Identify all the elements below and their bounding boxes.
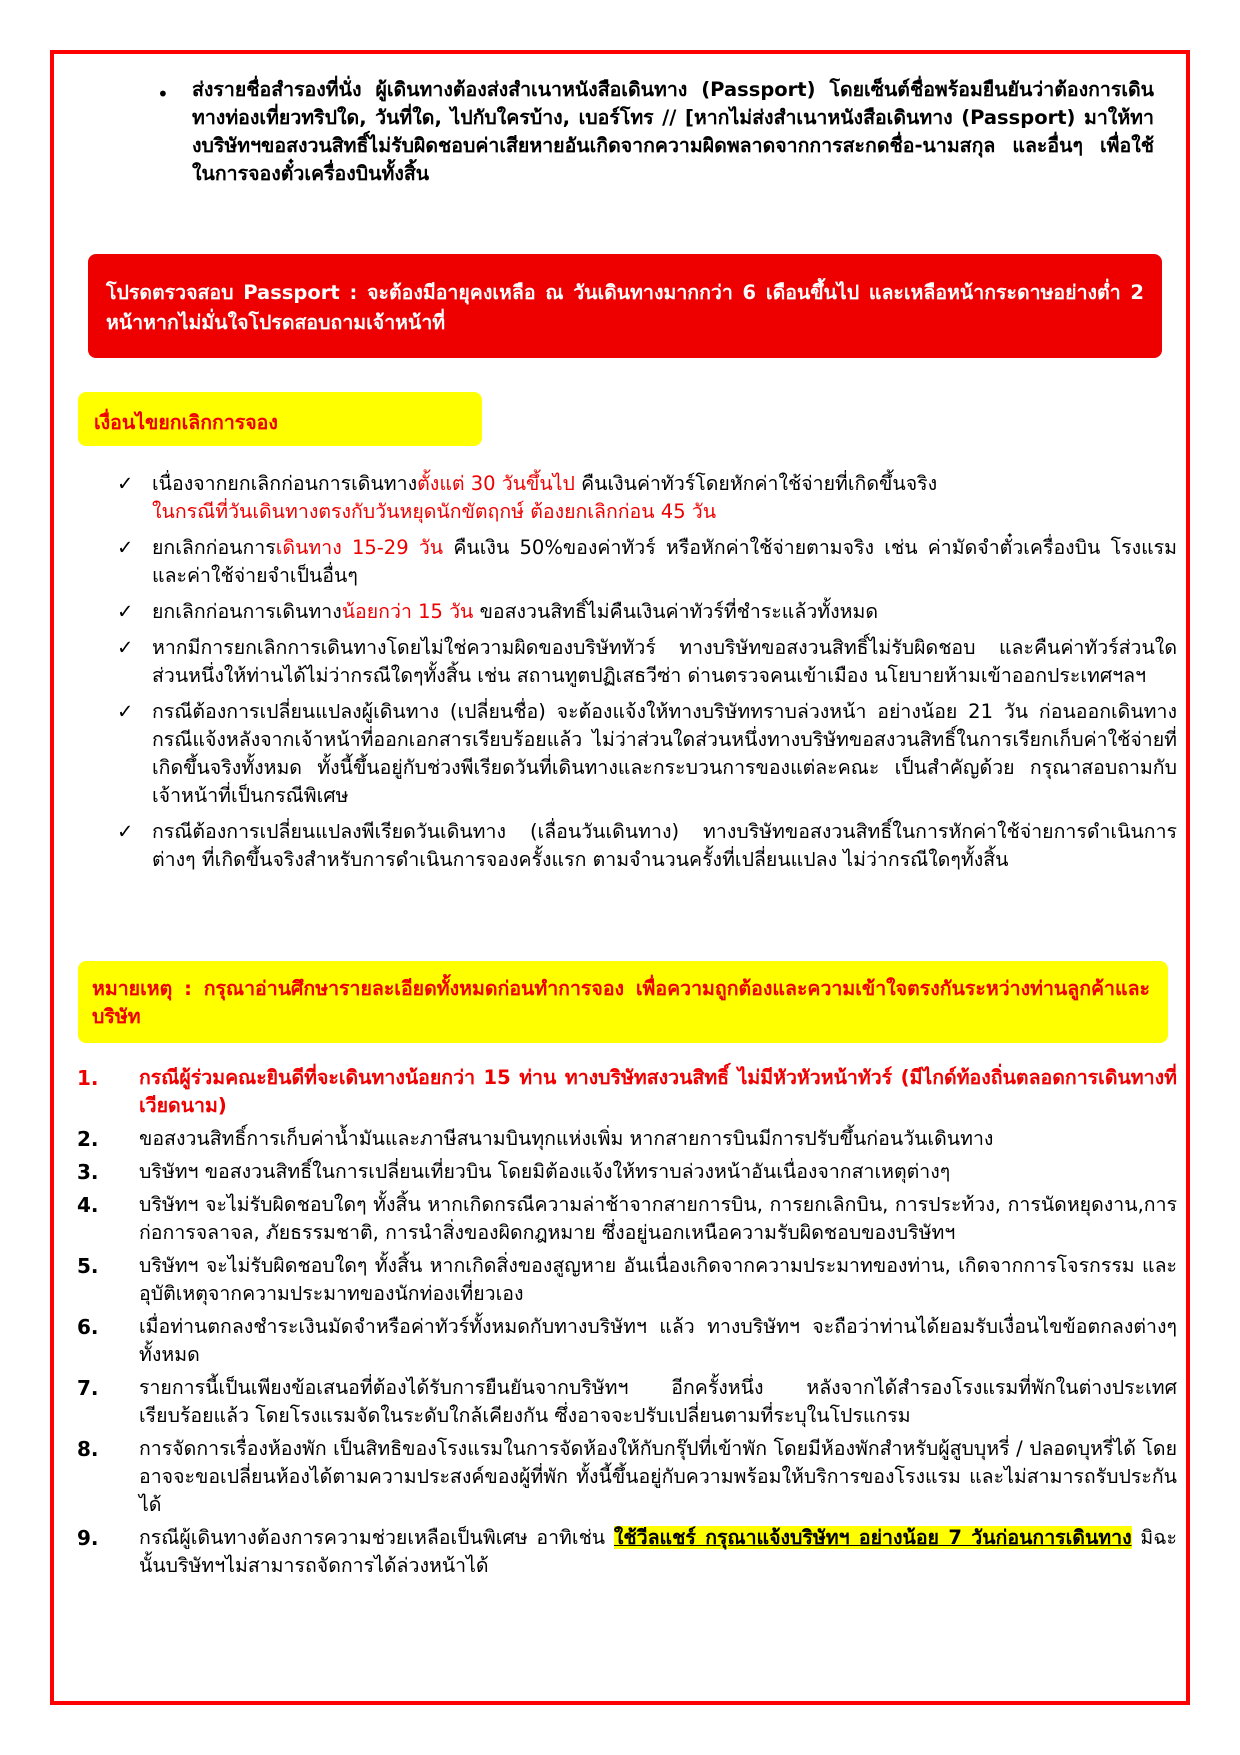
check-icon: ✓ <box>117 472 134 495</box>
note-box <box>78 961 1168 1043</box>
list-item <box>77 1374 1177 1430</box>
item-text: หากมีการยกเลิกการเดินทางโดยไม่ใช่ความผิดของบริษัททัวร์ ทางบริษัทขอสงวนสิทธิ์ไม่รับผิดชอบ และคืนค่าทัวร์ส่วนใดส่วนหนึ่งให้ท่านได้ไม่ว่ากรณีใดๆทั้งสิ้น เช่น สถานทูตปฏิเสธวีซ่า ด่านตรวจคนเข้าเมือง นโยบายห้ามเข้าออกประเทศฯลฯ <box>152 636 1177 687</box>
item-subnote: ในกรณีที่วันเดินทางตรงกับวันหยุดนักขัตฤกษ์ ต้องยกเลิกก่อน 45 วัน <box>152 500 717 523</box>
item-number: 1. <box>77 1066 99 1090</box>
item-text: บริษัทฯ ขอสงวนสิทธิ์ในการเปลี่ยนเที่ยวบิน โดยมิต้องแจ้งให้ทราบล่วงหน้าอันเนื่องจากสาเหตุต่างๆ <box>139 1160 951 1183</box>
note-box-text: หมายเหตุ : กรุณาอ่านศึกษารายละเอียดทั้งหมดก่อนทำการจอง เพื่อความถูกต้องและความเข้าใจตรงกันระหว่างท่านลูกค้าและบริษัท <box>92 977 1150 1028</box>
item-text: บริษัทฯ จะไม่รับผิดชอบใดๆ ทั้งสิ้น หากเกิดสิ่งของสูญหาย อันเนื่องเกิดจากความประมาทของท่าน, เกิดจากการโจรกรรม และ อุบัติเหตุจากความประมาทของนักท่องเที่ยวเอง <box>139 1254 1177 1305</box>
item-number: 6. <box>77 1315 99 1339</box>
item-number: 9. <box>77 1526 99 1550</box>
item-text: บริษัทฯ จะไม่รับผิดชอบใดๆ ทั้งสิ้น หากเกิดกรณีความล่าช้าจากสายการบิน, การยกเลิกบิน, การประท้วง, การนัดหยุดงาน,การก่อการจลาจล, ภัยธรรมชาติ, การนำสิ่งของผิดกฎหมาย ซึ่งอยู่นอกเหนือความรับผิดชอบของบริษัทฯ <box>139 1193 1177 1244</box>
item-highlight: ตั้งแต่ 30 วันขึ้นไป <box>417 472 575 495</box>
check-icon: ✓ <box>117 636 134 659</box>
item-text: รายการนี้เป็นเพียงข้อเสนอที่ต้องได้รับการยืนยันจากบริษัทฯ อีกครั้งหนึ่ง หลังจากได้สำรองโรงแรมที่พักในต่างประเทศเรียบร้อยแล้ว โดยโรงแรมจัดในระดับใกล้เคียงกัน ซึ่งอาจจะปรับเปลี่ยนตามที่ระบุในโปรแกรม <box>139 1376 1177 1427</box>
item-text-end: ขอสงวนสิทธิ์ไม่คืนเงินค่าทัวร์ที่ชำระแล้วทั้งหมด <box>473 600 879 623</box>
item-text: กรณีผู้เดินทางต้องการความช่วยเหลือเป็นพิเศษ อาทิเช่น <box>139 1526 614 1549</box>
item-text: ยกเลิกก่อนการเดินทาง <box>152 600 342 623</box>
list-item <box>117 470 1177 526</box>
intro-paragraph: ส่งรายชื่อสำรองที่นั่ง ผู้เดินทางต้องส่งสำเนาหนังสือเดินทาง (Passport) โดยเซ็นต์ชื่อพร้อมยืนยันว่าต้องการเดินทางท่องเที่ยวทริปใด, วันที่ใด, ไปกับใครบ้าง, เบอร์โทร // [หากไม่ส่งสำเนาหนังสือเดินทาง (Passport) มาให้ทางบริษัทฯขอสงวนสิทธิ์ไม่รับผิดชอบค่าเสียหายอันเกิดจากความผิดพลาดจากการสะกดชื่อ-นามสกุล และอื่นๆ เพื่อใช้ในการจองตั๋วเครื่องบินทั้งสิ้น <box>192 78 1154 185</box>
list-item <box>77 1435 1177 1519</box>
cancel-heading: เงื่อนไขยกเลิกการจอง <box>94 411 278 434</box>
item-text: ยกเลิกก่อนการ <box>152 536 276 559</box>
list-item <box>77 1524 1177 1580</box>
item-text-end: คืนเงิน 50%ของค่าทัวร์ หรือหักค่าใช้จ่ายตามจริง เช่น ค่ามัดจำตั๋วเครื่องบิน โรงแรม และค่าใช้จ่ายจำเป็นอื่นๆ <box>152 536 1177 587</box>
item-text-end: คืนเงินค่าทัวร์โดยหักค่าใช้จ่ายที่เกิดขึ้นจริง <box>574 472 938 495</box>
cancel-conditions-list <box>117 470 1177 882</box>
item-number: 4. <box>77 1193 99 1217</box>
item-number: 8. <box>77 1437 99 1461</box>
item-text: กรณีต้องการเปลี่ยนแปลงพีเรียดวันเดินทาง (เลื่อนวันเดินทาง) ทางบริษัทขอสงวนสิทธิ์ในการหักค่าใช้จ่ายการดำเนินการต่างๆ ที่เกิดขึ้นจริงสำหรับการดำเนินการจองครั้งแรก ตามจำนวนครั้งที่เปลี่ยนแปลง ไม่ว่ากรณีใดๆทั้งสิ้น <box>152 820 1177 871</box>
item-number: 5. <box>77 1254 99 1278</box>
cancel-heading-box <box>78 392 482 446</box>
wheelchair-highlight: ใช้วีลแชร์ กรุณาแจ้งบริษัทฯ อย่างน้อย 7 วันก่อนการเดินทาง <box>613 1526 1132 1549</box>
list-item <box>117 598 1177 626</box>
item-highlight: เดินทาง 15-29 วัน <box>275 536 444 559</box>
item-text: เมื่อท่านตกลงชำระเงินมัดจำหรือค่าทัวร์ทั้งหมดกับทางบริษัทฯ แล้ว ทางบริษัทฯ จะถือว่าท่านได้ยอมรับเงื่อนไขข้อตกลงต่างๆ ทั้งหมด <box>139 1315 1177 1366</box>
page-border <box>50 50 1190 1705</box>
list-item <box>77 1064 1177 1120</box>
item-number: 7. <box>77 1376 99 1400</box>
list-item <box>77 1158 1177 1186</box>
list-item <box>117 534 1177 590</box>
list-item <box>117 634 1177 690</box>
item-text: ขอสงวนสิทธิ์การเก็บค่าน้ำมันและภาษีสนามบินทุกแห่งเพิ่ม หากสายการบินมีการปรับขึ้นก่อนวันเดินทาง <box>139 1127 994 1150</box>
check-icon: ✓ <box>117 700 134 723</box>
item-number: 3. <box>77 1160 99 1184</box>
check-icon: ✓ <box>117 600 134 623</box>
item-text-end: มิฉะนั้นบริษัทฯไม่สามารถจัดการได้ล่วงหน้าได้ <box>139 1526 1178 1577</box>
list-item <box>117 698 1177 810</box>
list-item <box>77 1252 1177 1308</box>
passport-notice: โปรดตรวจสอบ Passport : จะต้องมีอายุคงเหลือ ณ วันเดินทางมากกว่า 6 เดือนขึ้นไป และเหลือหน้ากระดาษอย่างต่ำ 2 หน้าหากไม่มั่นใจโปรดสอบถามเจ้าหน้าที่ <box>88 254 1162 358</box>
list-item <box>77 1191 1177 1247</box>
check-icon: ✓ <box>117 820 134 843</box>
check-icon: ✓ <box>117 536 134 559</box>
item-highlight: น้อยกว่า 15 วัน <box>341 600 474 623</box>
intro-bullet: • <box>157 82 169 106</box>
list-item <box>77 1313 1177 1369</box>
item-number: 2. <box>77 1127 99 1151</box>
list-item <box>77 1125 1177 1153</box>
item-text: เนื่องจากยกเลิกก่อนการเดินทาง <box>152 472 418 495</box>
item-text: การจัดการเรื่องห้องพัก เป็นสิทธิของโรงแรมในการจัดห้องให้กับกรุ๊ปที่เข้าพัก โดยมีห้องพักสำหรับผู้สูบบุหรี่ / ปลอดบุหรี่ได้ โดยอาจจะขอเปลี่ยนห้องได้ตามความประสงค์ของผู้ที่พัก ทั้งนี้ขึ้นอยู่กับความพร้อมให้บริการของโรงแรม และไม่สามารถรับประกันได้ <box>139 1437 1177 1516</box>
item-text: กรณีผู้ร่วมคณะยินดีที่จะเดินทางน้อยกว่า 15 ท่าน ทางบริษัทสงวนสิทธิ์ ไม่มีหัวหัวหน้าทัวร์ (มีไกด์ท้องถิ่นตลอดการเดินทางที่เวียดนาม) <box>139 1066 1177 1117</box>
item-text: กรณีต้องการเปลี่ยนแปลงผู้เดินทาง (เปลี่ยนชื่อ) จะต้องแจ้งให้ทางบริษัททราบล่วงหน้า อย่างน้อย 21 วัน ก่อนออกเดินทาง กรณีแจ้งหลังจากเจ้าหน้าที่ออกเอกสารเรียบร้อยแล้ว ไม่ว่าส่วนใดส่วนหนึ่งทางบริษัทขอสงวนสิทธิ์ในการเรียกเก็บค่าใช้จ่ายที่เกิดขึ้นจริงทั้งหมด ทั้งนี้ขึ้นอยู่กับช่วงพีเรียดวันที่เดินทางและกระบวนการของแต่ละคณะ เป็นสำคัญด้วย กรุณาสอบถามกับเจ้าหน้าที่เป็นกรณีพิเศษ <box>152 700 1177 807</box>
list-item <box>117 818 1177 874</box>
notes-list <box>77 1064 1177 1585</box>
